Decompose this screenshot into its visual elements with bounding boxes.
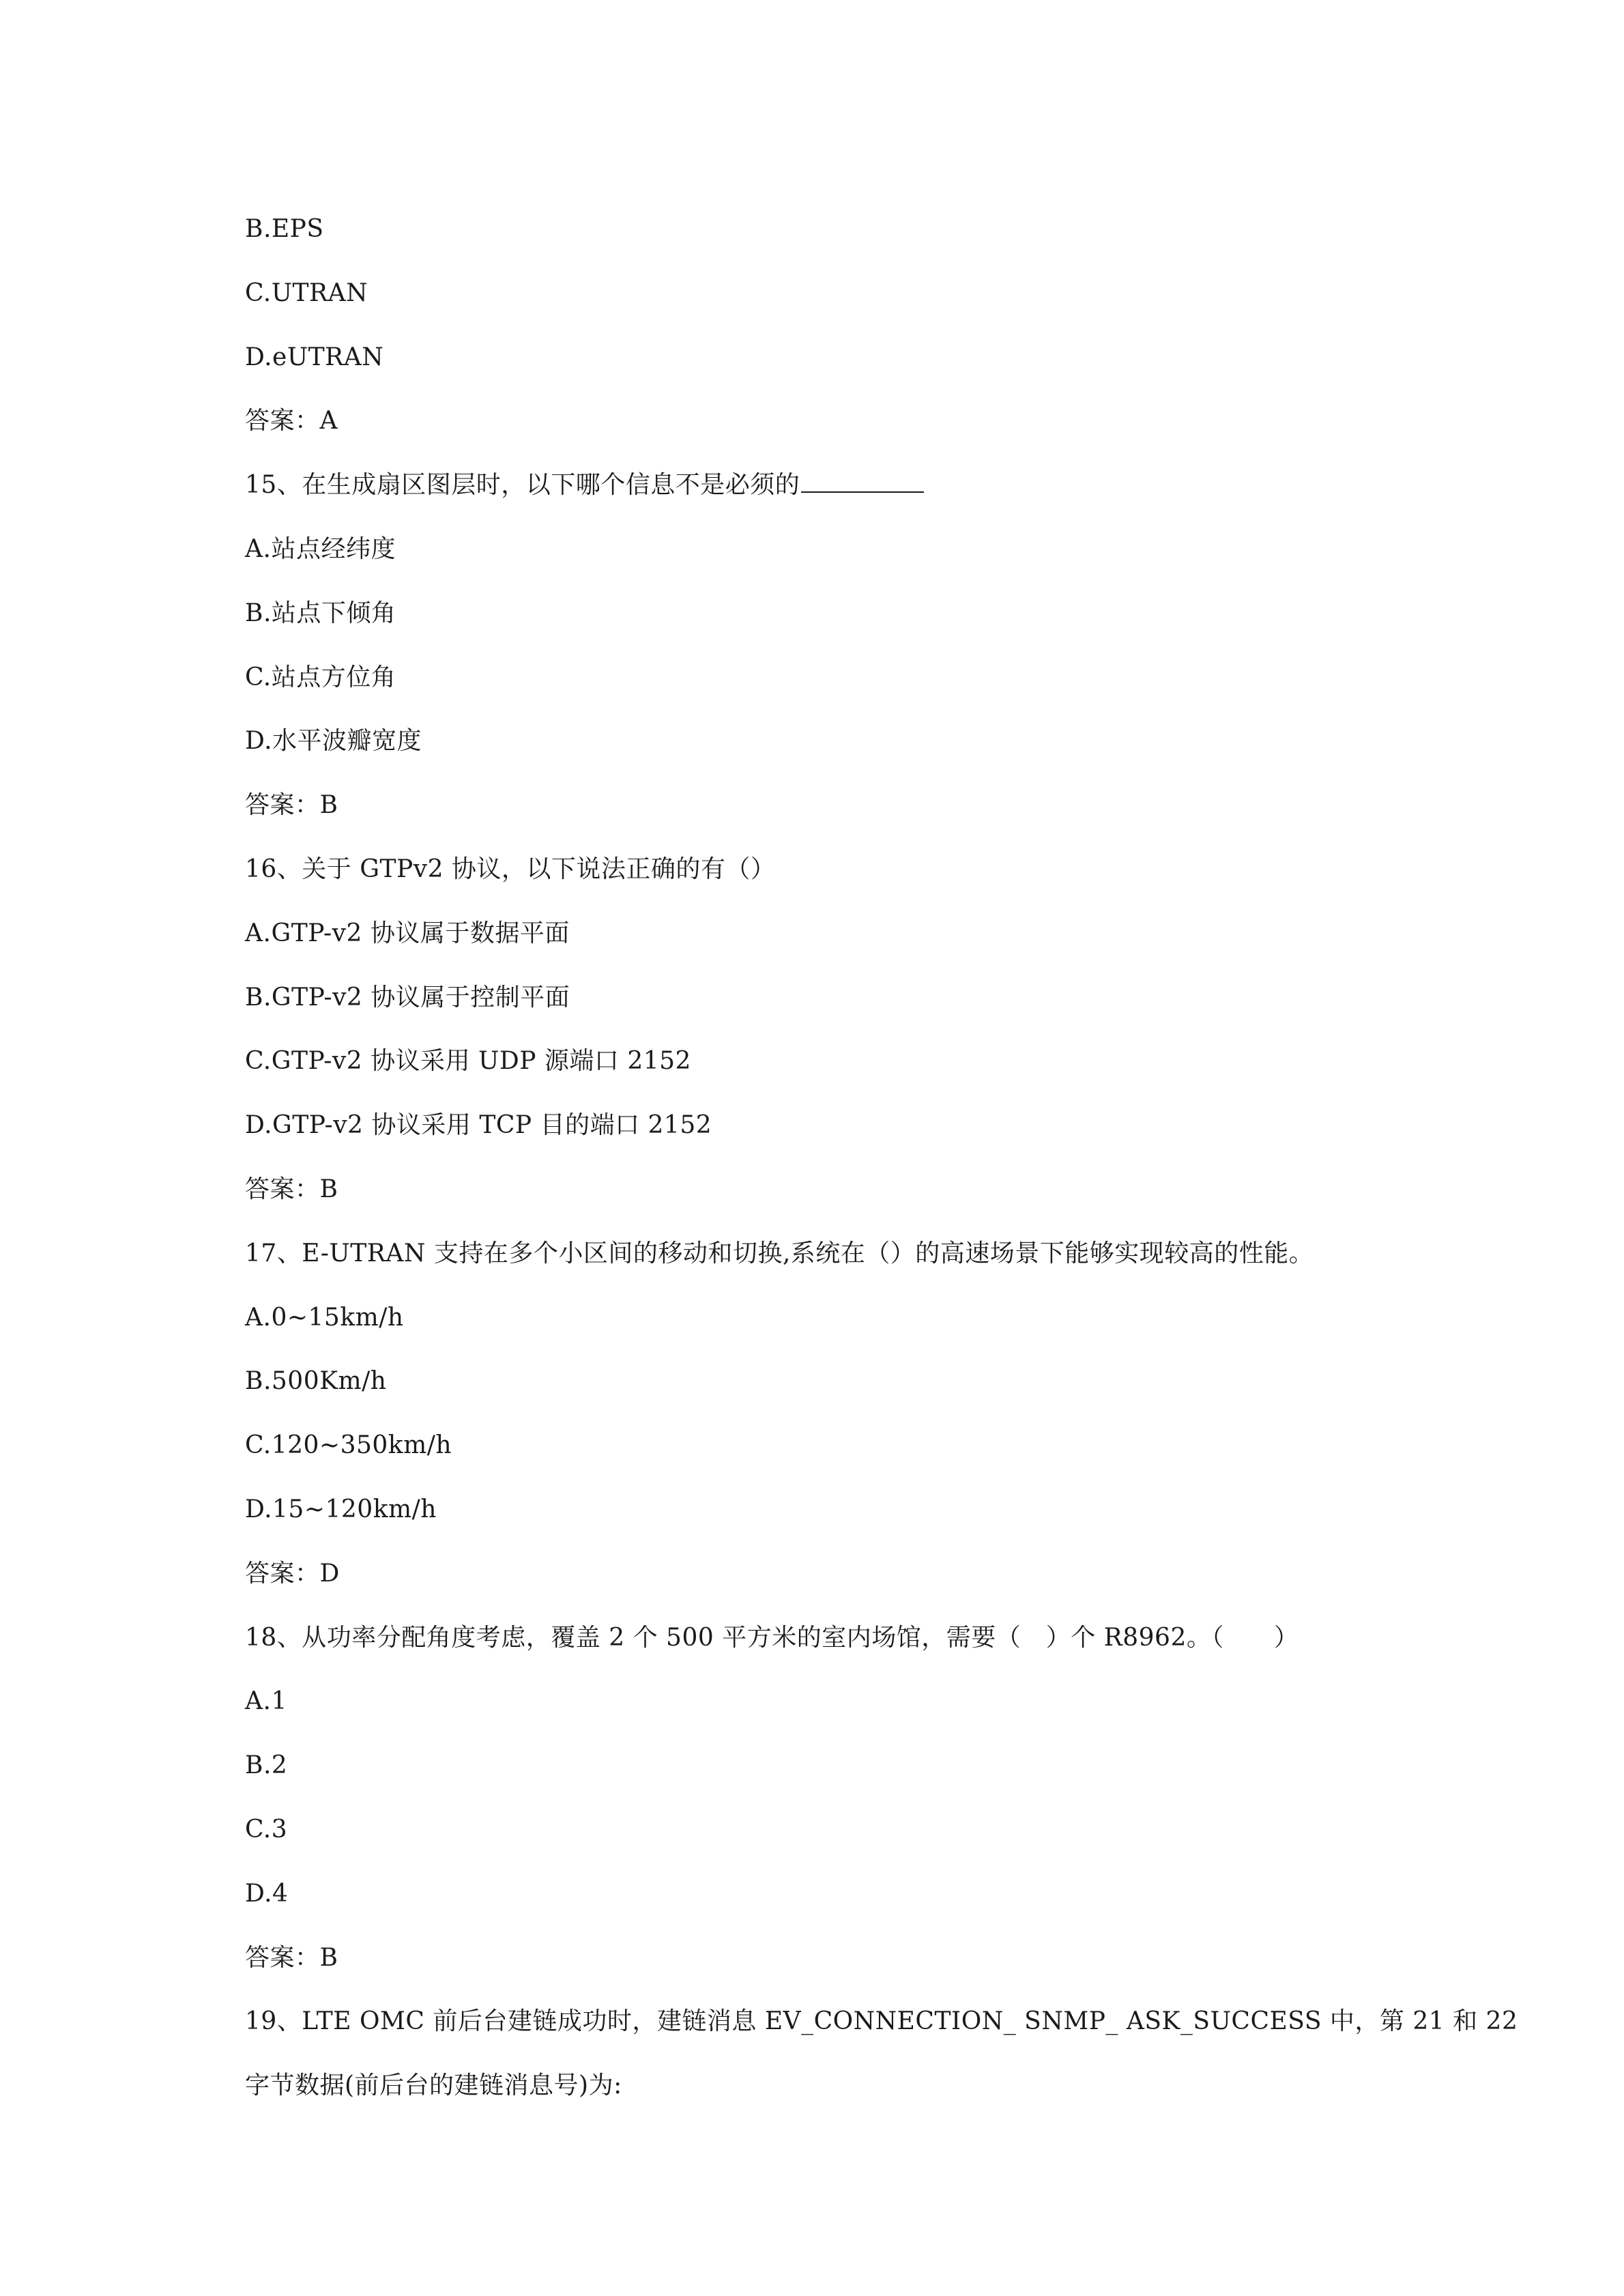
- option-line: D.GTP-v2 协议采用 TCP 目的端口 2152: [245, 1111, 712, 1140]
- fill-in-blank: [801, 467, 924, 493]
- option-line: A.站点经纬度: [245, 534, 396, 563]
- option-line: B.站点下倾角: [245, 599, 396, 627]
- option-line: C.3: [245, 1815, 288, 1843]
- option-line: A.GTP-v2 协议属于数据平面: [245, 919, 570, 947]
- option-line: B.GTP-v2 协议属于控制平面: [245, 983, 570, 1011]
- option-line: C.GTP-v2 协议采用 UDP 源端口 2152: [245, 1047, 691, 1076]
- answer-line: 答案：A: [245, 407, 338, 435]
- document-body: [245, 207, 1518, 2127]
- option-line: A.0~15km/h: [245, 1303, 404, 1332]
- question-line-16: 16、关于 GTPv2 协议，以下说法正确的有（）: [245, 855, 776, 883]
- answer-line: 答案：B: [245, 1943, 338, 1972]
- option-line: D.水平波瓣宽度: [245, 727, 422, 756]
- option-line: C.站点方位角: [245, 663, 396, 691]
- question-line-19: 19、LTE OMC 前后台建链成功时，建链消息 EV_CONNECTION_ SNMP_ ASK_SUCCESS 中，第 21 和 22: [245, 2007, 1518, 2036]
- option-line: A.1: [245, 1687, 287, 1716]
- answer-line: 答案：D: [245, 1559, 340, 1588]
- question-line-17: 17、E-UTRAN 支持在多个小区间的移动和切换,系统在（）的高速场景下能够实现较高的性能。: [245, 1239, 1314, 1267]
- option-line: C.UTRAN: [245, 278, 368, 307]
- option-line: D.eUTRAN: [245, 343, 384, 371]
- question-line-18: 18、从功率分配角度考虑，覆盖 2 个 500 平方米的室内场馆，需要（ ）个 R8962。（ ）: [245, 1623, 1299, 1652]
- option-line: D.4: [245, 1879, 289, 1908]
- option-line: B.2: [245, 1751, 288, 1780]
- option-line: C.120~350km/h: [245, 1431, 452, 1460]
- question-text: 15、在生成扇区图层时，以下哪个信息不是必须的: [245, 471, 800, 500]
- question-line-19-continued: 字节数据(前后台的建链消息号)为:: [245, 2071, 622, 2100]
- question-line-15: [245, 463, 1432, 527]
- answer-line: 答案：B: [245, 791, 338, 820]
- option-line: B.EPS: [245, 215, 324, 243]
- option-line: B.500Km/h: [245, 1367, 387, 1396]
- option-line: D.15~120km/h: [245, 1495, 437, 1523]
- answer-line: 答案：B: [245, 1175, 338, 1203]
